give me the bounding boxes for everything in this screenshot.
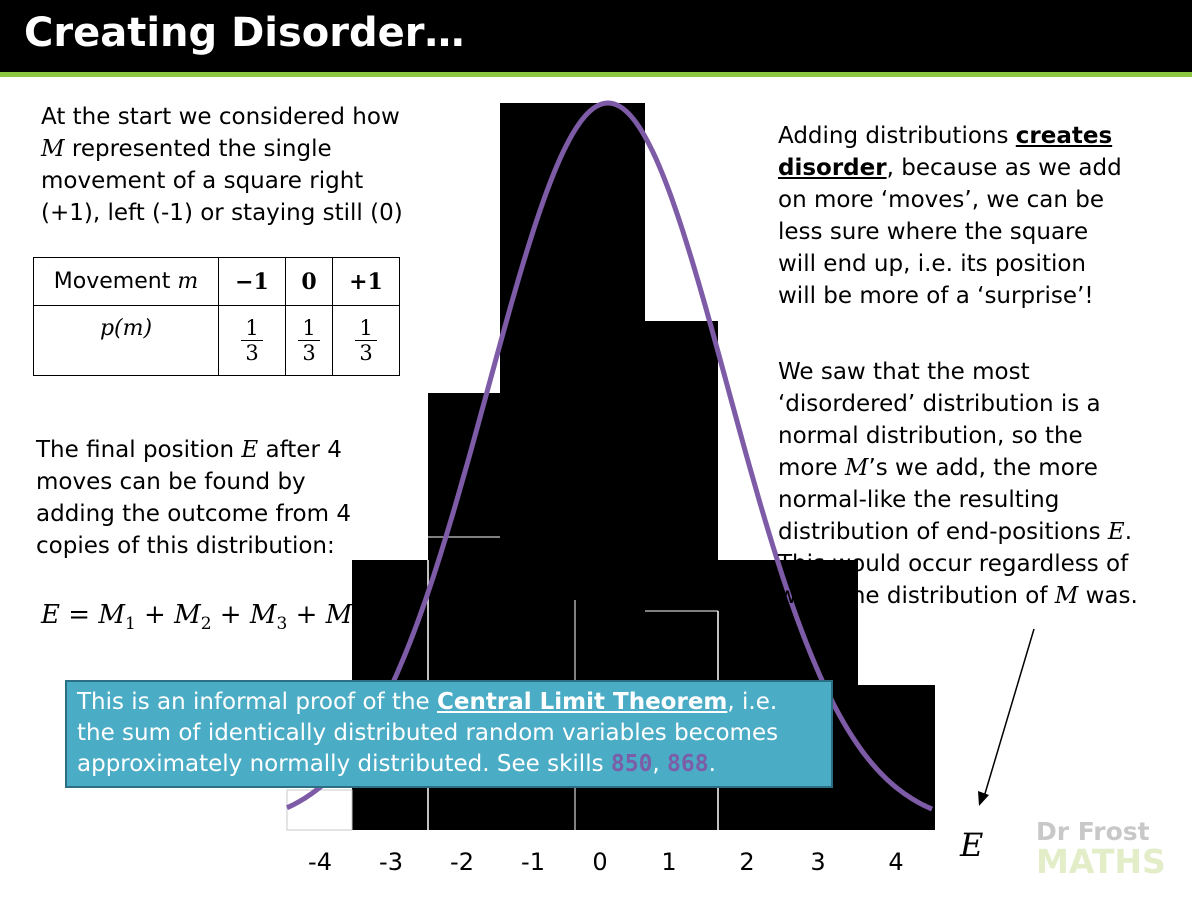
var-m: M: [174, 600, 201, 630]
sum-equation: [41, 600, 363, 634]
arrow-icon: [970, 625, 1040, 810]
subscript: 1: [124, 614, 136, 635]
table-header-cell: [34, 258, 219, 306]
distribution-table: [33, 257, 400, 376]
movement-value: 0: [301, 268, 317, 295]
subscript: 4: [352, 614, 364, 635]
intro-line: [41, 133, 403, 165]
table-cell: [333, 306, 400, 376]
var-m: M: [98, 600, 125, 630]
text-fragment: ,: [652, 751, 668, 777]
var-m: m: [177, 269, 199, 294]
clt-callout: [65, 680, 833, 788]
intro-text: [41, 101, 403, 229]
plus-sign: +: [287, 600, 326, 630]
table-cell: [333, 258, 400, 306]
x-tick-label: -1: [521, 848, 545, 876]
text-line: adding the outcome from 4: [36, 501, 351, 527]
intro-line: movement of a square right: [41, 168, 364, 194]
text-fragment: , because as we add: [886, 155, 1122, 181]
text-line: moves can be found by: [36, 469, 306, 495]
table-cell: [286, 258, 333, 306]
final-position-text: [36, 434, 351, 562]
emphasis-text: Central Limit Theorem: [437, 689, 728, 715]
var-m: M: [249, 600, 277, 630]
text-line: [36, 434, 351, 466]
text-fragment: Adding distributions: [778, 123, 1016, 149]
table-cell: [286, 306, 333, 376]
var-e: E: [41, 600, 60, 630]
text-fragment: was.: [1078, 583, 1138, 609]
text-line: This would occur regardless of: [778, 551, 1129, 577]
text-line: [778, 152, 1122, 184]
text-fragment: ’s we add, the more: [868, 455, 1098, 481]
logo-text: MATHS: [1036, 842, 1166, 881]
emphasis-text: creates: [1015, 123, 1113, 149]
fraction: [298, 316, 319, 365]
probability-label: p(m): [99, 316, 153, 341]
plus-sign: +: [135, 600, 175, 630]
table-row: [34, 306, 400, 376]
x-tick-label: -2: [450, 848, 474, 876]
subscript: 3: [276, 614, 288, 635]
fraction: [355, 316, 376, 365]
text-line: [778, 516, 1138, 548]
skill-link[interactable]: 850: [610, 751, 653, 777]
bar: [840, 755, 858, 830]
page-title: Creating Disorder…: [24, 10, 465, 56]
text-fragment: .: [1124, 519, 1132, 545]
subscript: 2: [200, 614, 212, 635]
denominator: 3: [245, 341, 259, 365]
text-line: [778, 120, 1122, 152]
denominator: 3: [359, 341, 373, 365]
movement-value: +1: [349, 268, 383, 295]
text-line: will end up, i.e. its position: [778, 251, 1087, 277]
var-m: M: [325, 600, 353, 630]
var-m: M: [41, 136, 65, 162]
table-cell: [219, 306, 286, 376]
text-line: ‘disordered’ distribution is a: [778, 391, 1101, 417]
equals-sign: =: [59, 600, 99, 630]
x-tick-label: 1: [661, 848, 677, 876]
text-line: [778, 452, 1138, 484]
var-m: M: [1054, 583, 1079, 609]
intro-line: At the start we considered how: [41, 104, 400, 130]
x-tick-label: 2: [739, 848, 755, 876]
movement-value: −1: [235, 268, 269, 295]
text-fragment: , i.e.: [727, 689, 778, 715]
text-line: less sure where the square: [778, 219, 1089, 245]
x-tick-label: 0: [592, 848, 608, 876]
logo-text: Dr Frost: [1036, 817, 1150, 846]
text-line: on more ‘moves’, we can be: [778, 187, 1104, 213]
denominator: 3: [302, 341, 316, 365]
text-fragment: approximately normally distributed. See skills: [77, 751, 611, 777]
numerator: 1: [298, 316, 319, 341]
var-e: E: [1107, 519, 1125, 545]
text-line: the sum of identically distributed random variables becomes: [77, 720, 779, 746]
text-fragment: The final position: [36, 437, 242, 463]
x-tick-label: -4: [308, 848, 332, 876]
text-line: [778, 580, 1138, 612]
text-line: [77, 749, 821, 780]
var-m: M: [844, 455, 869, 481]
text-fragment: more: [778, 455, 845, 481]
text-fragment: after 4: [258, 437, 342, 463]
text-fragment: distribution of end-positions: [778, 519, 1108, 545]
table-row: [34, 258, 400, 306]
movement-label: Movement: [53, 269, 178, 294]
skill-link[interactable]: 868: [667, 751, 709, 777]
table-cell: [34, 306, 219, 376]
numerator: 1: [241, 316, 262, 341]
numerator: 1: [355, 316, 376, 341]
text-line: We saw that the most: [778, 359, 1030, 385]
table-cell: [219, 258, 286, 306]
text-line: normal-like the resulting: [778, 487, 1060, 513]
disorder-explanation: [778, 120, 1122, 312]
plus-sign: +: [211, 600, 250, 630]
text-line: normal distribution, so the: [778, 423, 1083, 449]
var-e: E: [241, 437, 259, 463]
intro-line: (+1), left (-1) or staying still (0): [41, 200, 403, 226]
text-line: copies of this distribution:: [36, 533, 335, 559]
fraction: [241, 316, 262, 365]
x-tick-label: 3: [810, 848, 826, 876]
emphasis-text: disorder: [778, 155, 887, 181]
drfrost-logo: [1036, 817, 1176, 881]
text-fragment: .: [708, 751, 716, 777]
text-fragment: what the distribution of: [778, 583, 1055, 609]
intro-line-rest: represented the single: [64, 136, 332, 162]
bar-outline: [287, 790, 352, 830]
normal-explanation: [778, 356, 1138, 612]
text-line: [77, 687, 821, 718]
x-tick-label: -3: [379, 848, 403, 876]
x-axis-title: E: [960, 826, 984, 864]
x-tick-label: 4: [888, 848, 904, 876]
text-fragment: This is an informal proof of the: [77, 689, 438, 715]
text-line: will be more of a ‘surprise’!: [778, 283, 1094, 309]
